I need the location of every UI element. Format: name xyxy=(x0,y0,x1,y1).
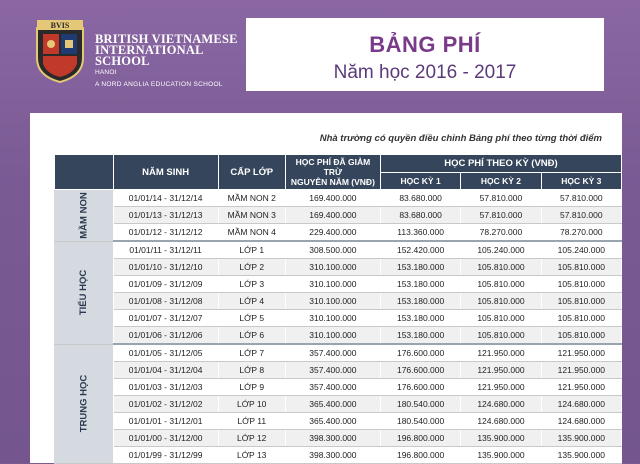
class-level: LỚP 9 xyxy=(218,379,285,396)
birth-range: 01/01/08 - 31/12/08 xyxy=(113,293,218,310)
term2-fee: 105.810.000 xyxy=(461,276,541,293)
birth-range: 01/01/07 - 31/12/07 xyxy=(113,310,218,327)
term2-fee: 124.680.000 xyxy=(461,396,541,413)
term3-fee: 105.810.000 xyxy=(541,259,621,276)
table-row xyxy=(55,293,622,310)
class-level: MẦM NON 3 xyxy=(218,207,285,224)
fee-sheet xyxy=(30,113,622,463)
header-nam-sinh: NĂM SINH xyxy=(113,155,218,190)
term2-fee: 78.270.000 xyxy=(461,224,541,242)
table-row xyxy=(55,379,622,396)
table-row xyxy=(55,447,622,464)
term3-fee: 105.810.000 xyxy=(541,293,621,310)
annual-fee: 398.300.000 xyxy=(285,430,380,447)
table-row xyxy=(55,276,622,293)
fee-table xyxy=(54,154,622,464)
term1-fee: 153.180.000 xyxy=(380,259,460,276)
birth-range: 01/01/09 - 31/12/09 xyxy=(113,276,218,293)
birth-range: 01/01/99 - 31/12/99 xyxy=(113,447,218,464)
group-label-text: MẦM NON xyxy=(78,192,90,239)
birth-range: 01/01/03 - 31/12/03 xyxy=(113,379,218,396)
class-level: LỚP 8 xyxy=(218,362,285,379)
annual-fee: 169.400.000 xyxy=(285,190,380,207)
term2-fee: 57.810.000 xyxy=(461,207,541,224)
annual-fee: 398.300.000 xyxy=(285,447,380,464)
term3-fee: 78.270.000 xyxy=(541,224,621,242)
table-row xyxy=(55,430,622,447)
header-hk2: HỌC KỲ 2 xyxy=(461,173,541,190)
table-row xyxy=(55,241,622,259)
term2-fee: 121.950.000 xyxy=(461,362,541,379)
annual-fee: 357.400.000 xyxy=(285,362,380,379)
term3-fee: 121.950.000 xyxy=(541,379,621,396)
table-row xyxy=(55,396,622,413)
term2-fee: 105.810.000 xyxy=(461,293,541,310)
annual-fee: 365.400.000 xyxy=(285,396,380,413)
term2-fee: 124.680.000 xyxy=(461,413,541,430)
term3-fee: 57.810.000 xyxy=(541,207,621,224)
school-name-line2: INTERNATIONAL xyxy=(95,43,204,57)
table-row xyxy=(55,344,622,362)
term3-fee: 135.900.000 xyxy=(541,430,621,447)
term1-fee: 176.600.000 xyxy=(380,362,460,379)
birth-range: 01/01/13 - 31/12/13 xyxy=(113,207,218,224)
class-level: MẦM NON 4 xyxy=(218,224,285,242)
annual-fee: 310.100.000 xyxy=(285,276,380,293)
class-level: LỚP 7 xyxy=(218,344,285,362)
term1-fee: 180.540.000 xyxy=(380,396,460,413)
term3-fee: 105.810.000 xyxy=(541,327,621,345)
birth-range: 01/01/06 - 31/12/06 xyxy=(113,327,218,345)
school-tagline: A NORD ANGLIA EDUCATION SCHOOL xyxy=(95,81,223,88)
table-row xyxy=(55,224,622,242)
term2-fee: 105.240.000 xyxy=(461,241,541,259)
term3-fee: 105.810.000 xyxy=(541,310,621,327)
class-level: MẦM NON 2 xyxy=(218,190,285,207)
term1-fee: 83.680.000 xyxy=(380,207,460,224)
table-row xyxy=(55,327,622,345)
crest-text: BVIS xyxy=(50,21,70,30)
class-level: LỚP 10 xyxy=(218,396,285,413)
birth-range: 01/01/12 - 31/12/12 xyxy=(113,224,218,242)
page-title: BẢNG PHÍ xyxy=(369,32,481,57)
school-city: HANOI xyxy=(95,69,117,76)
table-row xyxy=(55,310,622,327)
birth-range: 01/01/05 - 31/12/05 xyxy=(113,344,218,362)
term3-fee: 105.240.000 xyxy=(541,241,621,259)
term2-fee: 105.810.000 xyxy=(461,310,541,327)
term2-fee: 105.810.000 xyxy=(461,327,541,345)
term1-fee: 153.180.000 xyxy=(380,327,460,345)
class-level: LỚP 2 xyxy=(218,259,285,276)
term2-fee: 105.810.000 xyxy=(461,259,541,276)
term3-fee: 135.900.000 xyxy=(541,447,621,464)
group-label xyxy=(55,190,114,242)
school-name-line3: SCHOOL xyxy=(95,54,150,68)
class-level: LỚP 1 xyxy=(218,241,285,259)
annual-fee: 169.400.000 xyxy=(285,207,380,224)
table-row xyxy=(55,259,622,276)
term2-fee: 57.810.000 xyxy=(461,190,541,207)
term1-fee: 176.600.000 xyxy=(380,379,460,396)
term3-fee: 124.680.000 xyxy=(541,396,621,413)
annual-fee: 310.100.000 xyxy=(285,293,380,310)
group-label-text: TRUNG HỌC xyxy=(78,374,90,433)
school-name xyxy=(95,34,238,78)
table-row xyxy=(55,190,622,207)
annual-fee: 308.500.000 xyxy=(285,241,380,259)
annual-fee: 357.400.000 xyxy=(285,344,380,362)
annual-fee: 229.400.000 xyxy=(285,224,380,242)
table-row xyxy=(55,207,622,224)
birth-range: 01/01/00 - 31/12/00 xyxy=(113,430,218,447)
class-level: LỚP 12 xyxy=(218,430,285,447)
table-row xyxy=(55,362,622,379)
annual-fee: 365.400.000 xyxy=(285,413,380,430)
term3-fee: 121.950.000 xyxy=(541,344,621,362)
annual-fee: 310.100.000 xyxy=(285,310,380,327)
term2-fee: 121.950.000 xyxy=(461,344,541,362)
term1-fee: 152.420.000 xyxy=(380,241,460,259)
birth-range: 01/01/02 - 31/12/02 xyxy=(113,396,218,413)
header-hoc-phi-giam xyxy=(285,155,380,190)
birth-range: 01/01/01 - 31/12/01 xyxy=(113,413,218,430)
adjustment-note: Nhà trường có quyền điều chỉnh Bảng phí theo từng thời điểm xyxy=(319,133,602,144)
term1-fee: 153.180.000 xyxy=(380,276,460,293)
term1-fee: 153.180.000 xyxy=(380,293,460,310)
header-hoc-phi-giam-line1: HỌC PHÍ ĐÃ GIẢM TRỪ xyxy=(295,157,371,177)
group-label xyxy=(55,344,114,464)
class-level: LỚP 11 xyxy=(218,413,285,430)
class-level: LỚP 3 xyxy=(218,276,285,293)
school-name-line1: BRITISH VIETNAMESE xyxy=(95,32,238,46)
birth-range: 01/01/11 - 31/12/11 xyxy=(113,241,218,259)
term1-fee: 176.600.000 xyxy=(380,344,460,362)
term1-fee: 83.680.000 xyxy=(380,190,460,207)
birth-range: 01/01/04 - 31/12/04 xyxy=(113,362,218,379)
annual-fee: 310.100.000 xyxy=(285,259,380,276)
birth-range: 01/01/10 - 31/12/10 xyxy=(113,259,218,276)
term2-fee: 121.950.000 xyxy=(461,379,541,396)
page-subtitle: Năm học 2016 - 2017 xyxy=(333,62,517,83)
term2-fee: 135.900.000 xyxy=(461,430,541,447)
header-hk3: HỌC KỲ 3 xyxy=(541,173,621,190)
term3-fee: 57.810.000 xyxy=(541,190,621,207)
class-level: LỚP 5 xyxy=(218,310,285,327)
title-box xyxy=(246,18,604,91)
term2-fee: 135.900.000 xyxy=(461,447,541,464)
group-label-text: TIỂU HỌC xyxy=(78,269,90,316)
annual-fee: 310.100.000 xyxy=(285,327,380,345)
header-hoc-phi-ky: HỌC PHÍ THEO KỲ (VNĐ) xyxy=(380,155,621,173)
annual-fee: 357.400.000 xyxy=(285,379,380,396)
term3-fee: 105.810.000 xyxy=(541,276,621,293)
class-level: LỚP 6 xyxy=(218,327,285,345)
class-level: LỚP 13 xyxy=(218,447,285,464)
header-hoc-phi-giam-line2: NGUYÊN NĂM (VNĐ) xyxy=(290,177,375,187)
term1-fee: 196.800.000 xyxy=(380,447,460,464)
term1-fee: 153.180.000 xyxy=(380,310,460,327)
table-row xyxy=(55,413,622,430)
group-header xyxy=(55,155,114,190)
term3-fee: 124.680.000 xyxy=(541,413,621,430)
fee-table-body xyxy=(55,190,622,464)
class-level: LỚP 4 xyxy=(218,293,285,310)
term1-fee: 113.360.000 xyxy=(380,224,460,242)
term3-fee: 121.950.000 xyxy=(541,362,621,379)
group-label xyxy=(55,241,114,344)
term1-fee: 196.800.000 xyxy=(380,430,460,447)
birth-range: 01/01/14 - 31/12/14 xyxy=(113,190,218,207)
term1-fee: 180.540.000 xyxy=(380,413,460,430)
school-crest-icon xyxy=(33,18,87,84)
header-cap-lop: CẤP LỚP xyxy=(218,155,285,190)
header-hk1: HỌC KỲ 1 xyxy=(380,173,460,190)
